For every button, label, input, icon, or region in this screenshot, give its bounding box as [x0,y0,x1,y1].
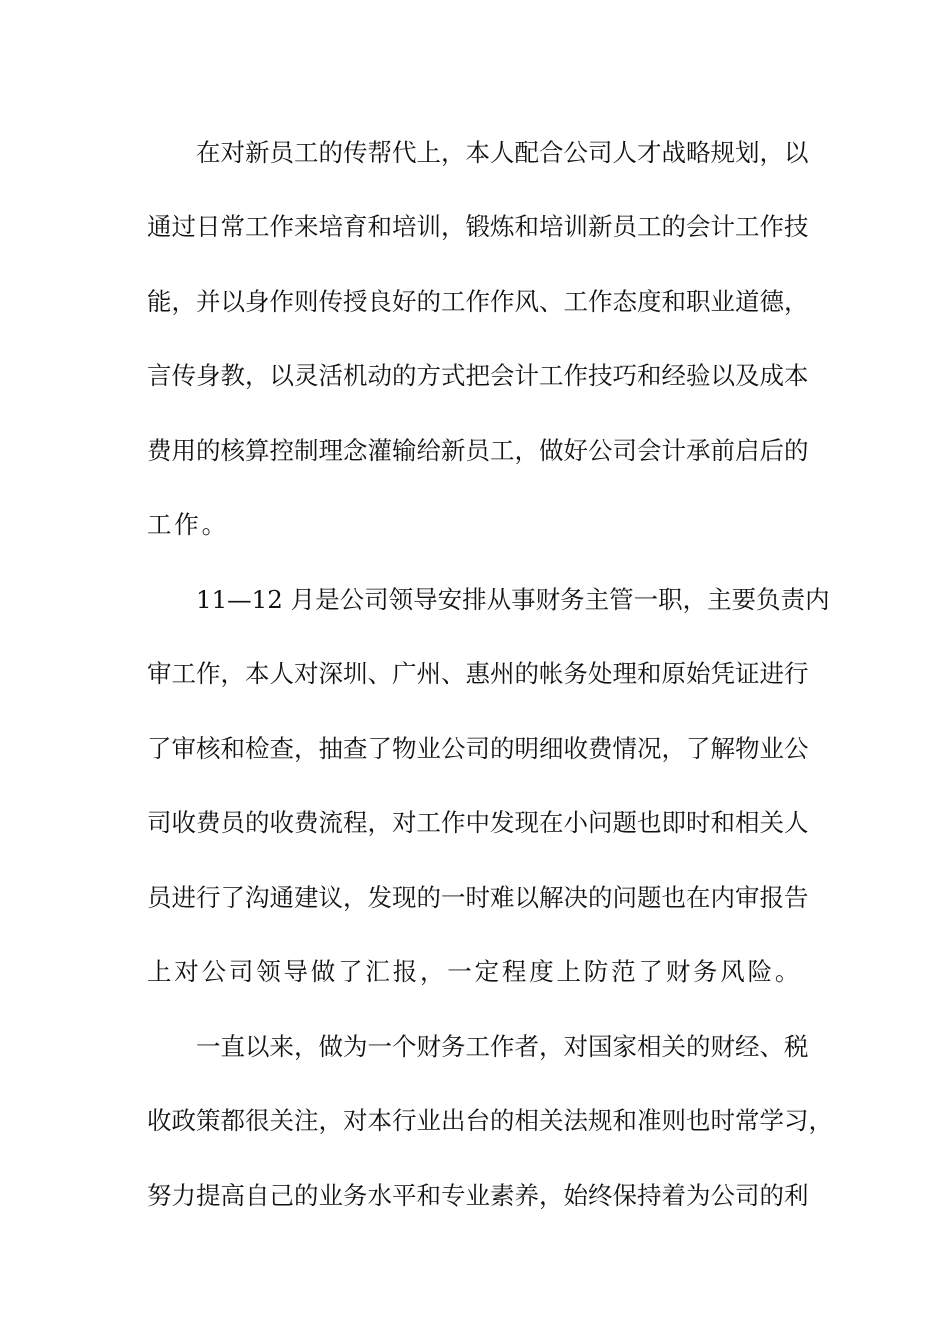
paragraph-1-line-4: 言传身教，以灵活机动的方式把会计工作技巧和经验以及成本 [147,361,809,390]
paragraph-1-line-1: 在对新员工的传帮代上，本人配合公司人才战略规划，以 [196,138,809,167]
paragraph-3-line-2: 收政策都很关注，对本行业出台的相关法规和准则也时常学习， [147,1106,833,1135]
paragraph-2-line-2: 审工作，本人对深圳、广州、惠州的帐务处理和原始凭证进行 [147,659,809,688]
paragraph-2-line-6: 上对公司领导做了汇报，一定程度上防范了财务风险。 [147,957,803,986]
paragraph-2-line-3: 了审核和检查，抽查了物业公司的明细收费情况，了解物业公 [147,734,809,763]
paragraph-1-line-3: 能，并以身作则传授良好的工作作风、工作态度和职业道德， [147,287,809,316]
paragraph-1-line-6: 工作。 [147,510,229,539]
paragraph-1-line-2: 通过日常工作来培育和培训，锻炼和培训新员工的会计工作技 [147,212,809,241]
paragraph-1-line-5: 费用的核算控制理念灌输给新员工，做好公司会计承前启后的 [147,436,809,465]
paragraph-2-line-5: 员进行了沟通建议，发现的一时难以解决的问题也在内审报告 [147,883,809,912]
paragraph-2-line-4: 司收费员的收费流程，对工作中发现在小问题也即时和相关人 [147,808,809,837]
paragraph-3-line-1: 一直以来，做为一个财务工作者，对国家相关的财经、税 [196,1032,809,1061]
paragraph-2-line-1: 11—12 月是公司领导安排从事财务主管一职，主要负责内 [196,585,830,614]
paragraph-3-line-3: 努力提高自己的业务水平和专业素养，始终保持着为公司的利 [147,1181,809,1210]
